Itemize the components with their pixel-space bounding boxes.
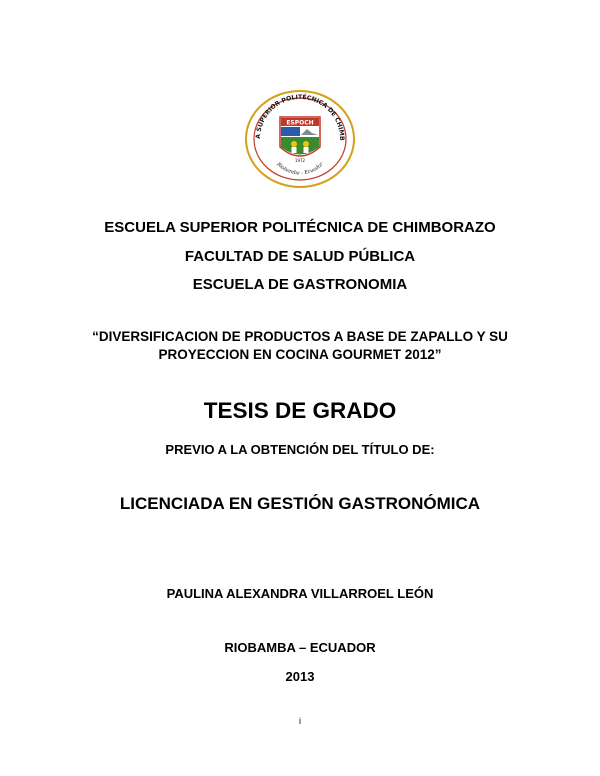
- seal-graphic: [244, 89, 356, 189]
- faculty-name: FACULTAD DE SALUD PÚBLICA: [184, 248, 416, 265]
- author-name: PAULINA ALEXANDRA VILLARROEL LEÓN: [166, 586, 434, 601]
- degree-title: LICENCIADA EN GESTIÓN GASTRONÓMICA: [119, 494, 481, 513]
- prior-to-title-text: PREVIO A LA OBTENCIÓN DEL TÍTULO DE:: [165, 442, 435, 457]
- seal-quadrant-blue: [281, 127, 300, 136]
- seal-bottom-text: Riobamba - Ecuador: [275, 161, 325, 177]
- year-text: 2013: [285, 669, 315, 684]
- figure-icon: [291, 141, 297, 147]
- seal-year-text: 1972: [294, 158, 306, 163]
- figure-icon: [303, 141, 309, 147]
- thesis-title-line-2: PROYECCION EN COCINA GOURMET 2012”: [158, 347, 442, 362]
- document-type-heading: TESIS DE GRADO: [203, 398, 397, 423]
- place-text: RIOBAMBA – ECUADOR: [224, 640, 376, 655]
- institution-seal: [244, 89, 356, 189]
- school-name: ESCUELA DE GASTRONOMIA: [192, 276, 408, 293]
- seal-banner-text: ESPOCH: [286, 119, 314, 127]
- page-number: i: [299, 716, 301, 726]
- figure-body-icon: [292, 147, 297, 153]
- thesis-title-line-1: “DIVERSIFICACION DE PRODUCTOS A BASE DE ZAPALLO Y SU: [92, 329, 508, 344]
- seal-ring-text: A SUPERIOR POLITÉCNICA DE CHIMB: [254, 93, 346, 141]
- institution-name: ESCUELA SUPERIOR POLITÉCNICA DE CHIMBORAZO: [104, 219, 496, 236]
- figure-body-icon: [304, 147, 309, 153]
